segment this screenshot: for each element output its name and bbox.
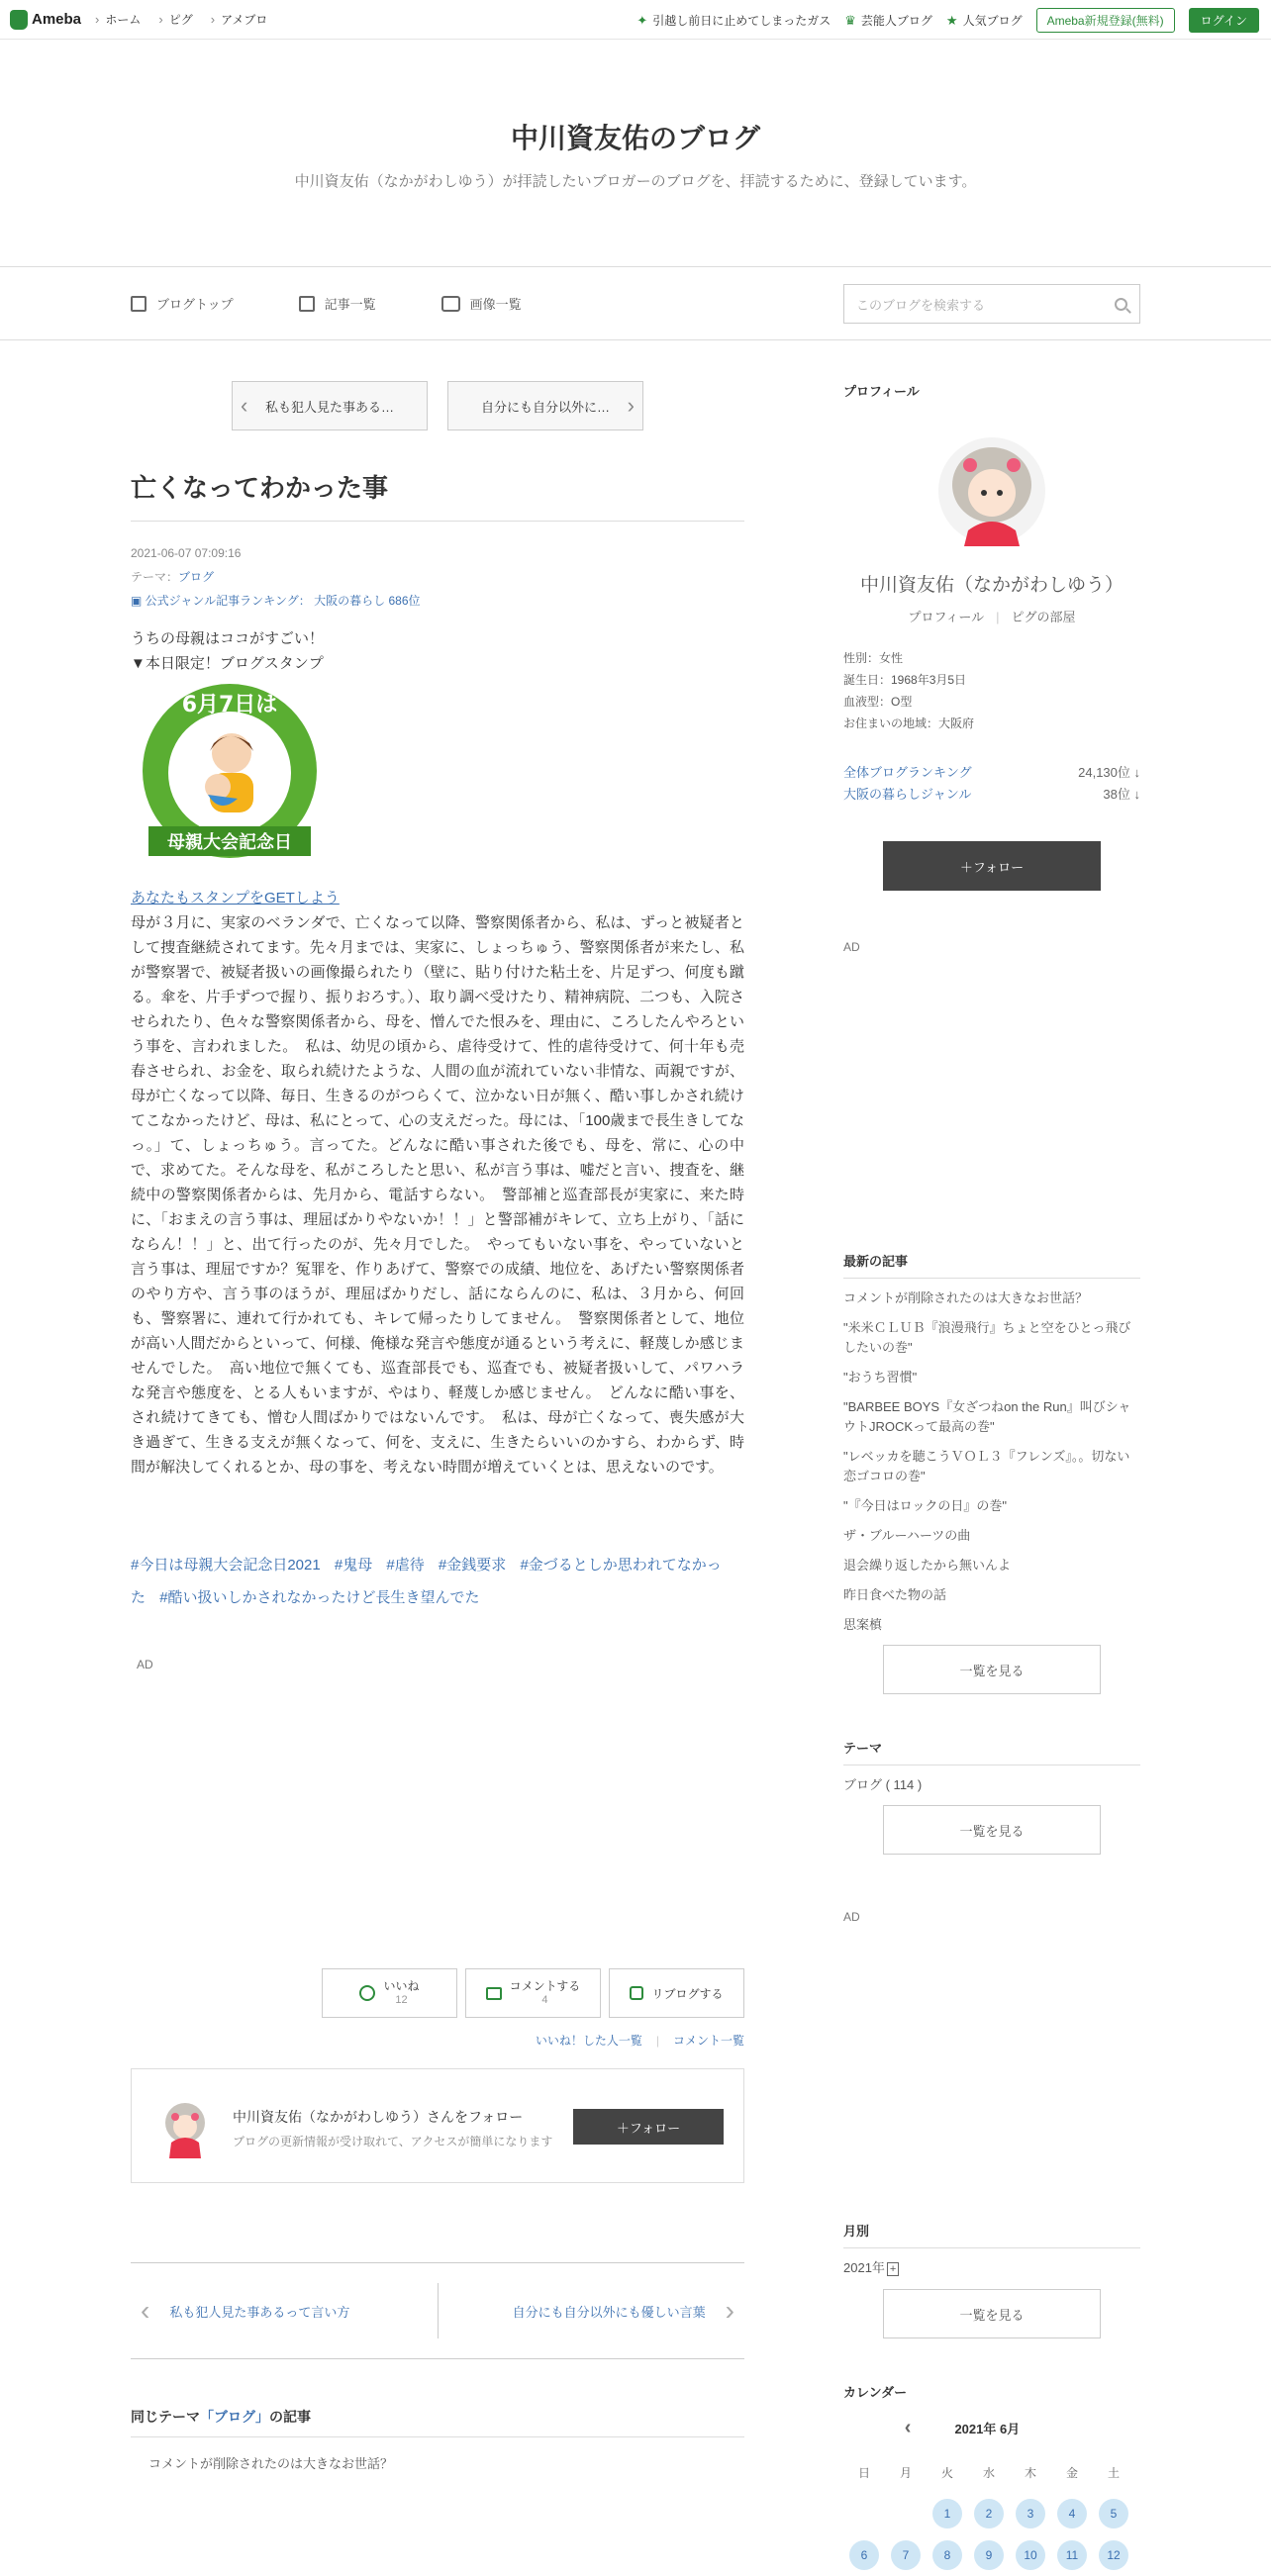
- camera-icon: [441, 296, 460, 312]
- prev-entry-button[interactable]: ‹ 私も犯人見た事ある…: [232, 381, 428, 430]
- follow-button[interactable]: ＋フォロー: [573, 2109, 724, 2145]
- theme-item-link[interactable]: ブログ ( 114 ): [843, 1777, 923, 1792]
- recent-entry-link[interactable]: "米米ＣＬＵＢ『浪漫飛行』ちょと空をひとっ飛びしたいの巻": [843, 1320, 1131, 1355]
- calendar-day[interactable]: 7: [891, 2540, 921, 2570]
- blog-title[interactable]: 中川資友佑のブログ: [510, 123, 760, 153]
- calendar-cell: [885, 2534, 927, 2576]
- ranking-genre-link[interactable]: 大阪の暮らし: [314, 594, 386, 608]
- comment-label: コメントする: [509, 1979, 581, 1993]
- recent-more-button[interactable]: 一覧を見る: [883, 1645, 1101, 1694]
- calendar-cell: [1093, 2493, 1134, 2534]
- hashtag[interactable]: #鬼母: [334, 1557, 373, 1574]
- theme-label: テーマ：: [131, 570, 179, 584]
- monthly-item-label: 2021年: [843, 2260, 885, 2275]
- register-button[interactable]: Ameba新規登録(無料): [1036, 8, 1175, 33]
- liked-users-link[interactable]: いいね！した人一覧: [535, 2034, 642, 2048]
- nav-image-list[interactable]: [441, 294, 522, 313]
- same-theme-link[interactable]: 「ブログ」: [200, 2409, 269, 2425]
- nav-ameblo[interactable]: › アメブロ: [211, 11, 268, 28]
- recent-entry-link[interactable]: "おうち習慣": [843, 1370, 918, 1384]
- ad-label: AD: [137, 1658, 153, 1671]
- entry-pager-bottom: [131, 2262, 744, 2359]
- theme-more-button[interactable]: 一覧を見る: [883, 1805, 1101, 1855]
- ranking-overall-link[interactable]: 全体ブログランキング: [843, 765, 972, 780]
- calendar-cell: [968, 2534, 1010, 2576]
- hashtag-list: [131, 1549, 744, 1614]
- reblog-button[interactable]: [609, 1968, 744, 2018]
- recent-entry-link[interactable]: "BARBEE BOYS『女ざつねon the Run』叫びシャウトJROCKって最高の巻": [843, 1399, 1131, 1434]
- entry-pager-top: [131, 381, 744, 430]
- document-icon: [131, 296, 147, 312]
- calendar-cell: [968, 2493, 1010, 2534]
- sidebar-ad-label: AD: [843, 940, 860, 954]
- login-button[interactable]: ログイン: [1189, 8, 1259, 33]
- calendar-day[interactable]: 3: [1016, 2499, 1045, 2528]
- same-theme-item[interactable]: コメントが削除されたのは大きなお世話？: [148, 2456, 394, 2471]
- comment-count: 4: [541, 1994, 548, 2006]
- ranking-label: 公式ジャンル記事ランキング：: [145, 594, 311, 608]
- follow-name: 中川資友佑（なかがわしゆう）さんをフォロー: [233, 2109, 524, 2125]
- logo-text: Ameba: [32, 11, 82, 28]
- reblog-label: リブログする: [651, 1986, 724, 2001]
- like-label: いいね: [383, 1979, 420, 1993]
- hashtag[interactable]: #虐待: [386, 1557, 425, 1574]
- copy-icon: [299, 296, 315, 312]
- next-entry-button[interactable]: 自分にも自分以外に… ›: [447, 381, 643, 430]
- calendar: [843, 2417, 1140, 2576]
- calendar-cell: [1051, 2534, 1093, 2576]
- comment-button[interactable]: [465, 1968, 601, 2018]
- theme-link[interactable]: ブログ: [178, 570, 215, 584]
- recent-entry-link[interactable]: "レベッカを聴こうＶＯＬ３『フレンズ』。。切ない恋ゴコロの巻": [843, 1449, 1130, 1483]
- profile-region: お住まいの地域：大阪府: [843, 716, 975, 730]
- profile-link[interactable]: プロフィール: [908, 610, 985, 624]
- action-links: [131, 2032, 744, 2049]
- entry-ranking: [131, 589, 744, 613]
- like-button[interactable]: [322, 1968, 457, 2018]
- ranking-genre-value: 38位 ↓: [1103, 787, 1140, 802]
- blog-search-input[interactable]: [843, 284, 1140, 324]
- sidebar-follow-button[interactable]: ＋フォロー: [883, 841, 1101, 891]
- profile-avatar[interactable]: [932, 435, 1051, 546]
- nav-article-list-label: 記事一覧: [324, 297, 376, 312]
- hashtag[interactable]: #金づるとしか思われてなかった: [131, 1557, 722, 1606]
- smile-icon: [359, 1985, 375, 2001]
- stamp-name-text: 母親大会記念日: [167, 832, 292, 853]
- calendar-day[interactable]: 2: [974, 2499, 1004, 2528]
- hashtag[interactable]: #酷い扱いしかされなかったけど長生き望んでた: [159, 1589, 480, 1606]
- topic-link[interactable]: [636, 12, 831, 29]
- ameba-logo[interactable]: [10, 10, 81, 30]
- profile-blood-type: 血液型：O型: [843, 695, 913, 709]
- ranking-row: [843, 762, 1140, 784]
- weekday: 土: [1107, 2465, 1120, 2480]
- popular-blog-label: 人気ブログ: [962, 14, 1023, 28]
- calendar-day[interactable]: 8: [932, 2540, 962, 2570]
- weekday: 火: [940, 2465, 953, 2480]
- entry-date: 2021-06-07 07:09:16: [131, 546, 242, 560]
- comment-icon: [486, 1987, 502, 2000]
- calendar-empty-cell: [885, 2493, 927, 2534]
- calendar-day[interactable]: 1: [932, 2499, 962, 2528]
- recent-entries-section: [843, 1251, 1140, 1694]
- follow-box: [131, 2068, 744, 2183]
- expand-plus-icon[interactable]: +: [887, 2262, 899, 2276]
- recent-entry-link[interactable]: ザ・ブルーハーツの曲: [843, 1528, 971, 1543]
- calendar-day[interactable]: 6: [849, 2540, 879, 2570]
- theme-section: [843, 1738, 1140, 1855]
- calendar-day[interactable]: 11: [1057, 2540, 1087, 2570]
- same-theme-suffix: の記事: [269, 2409, 311, 2425]
- profile-info: [843, 647, 1140, 734]
- sidebar-ad-label-2: AD: [843, 1910, 860, 1924]
- prev-entry-label: 私も犯人見た事あるって言い方: [169, 2304, 350, 2320]
- same-theme-heading: [131, 2407, 744, 2437]
- calendar-cell: [843, 2534, 885, 2576]
- chevron-right-icon: ›: [725, 2295, 734, 2326]
- ranking-value: 686位: [388, 594, 421, 608]
- topic-link-label: 引越し前日に止めてしまったガス: [652, 14, 831, 28]
- nav-blog-top-label: ブログトップ: [156, 297, 234, 312]
- recent-entries-list: [843, 1288, 1140, 1635]
- monthly-item[interactable]: [843, 2258, 1140, 2279]
- blog-stamp-image[interactable]: [131, 682, 329, 870]
- reblog-icon: [630, 1986, 643, 2000]
- entry-body: [131, 626, 744, 1479]
- ranking-genre-link[interactable]: 大阪の暮らしジャンル: [843, 787, 972, 802]
- intro-line-1: うちの母親はココがすごい！: [131, 630, 325, 647]
- hashtag[interactable]: #今日は母親大会記念日2021: [131, 1557, 321, 1574]
- header-right: [636, 8, 1259, 33]
- calendar-cell: [1051, 2493, 1093, 2534]
- like-count: 12: [395, 1994, 408, 2006]
- next-entry-link[interactable]: [439, 2295, 745, 2327]
- stamp-date-text: 6月7日は: [181, 693, 278, 717]
- prev-entry-link[interactable]: [131, 2283, 439, 2338]
- calendar-day[interactable]: 9: [974, 2540, 1004, 2570]
- calendar-prev-icon[interactable]: ‹: [904, 2417, 912, 2438]
- ranking-overall-value: 24,130位 ↓: [1078, 765, 1140, 780]
- ranking-icon: ▣: [131, 594, 146, 608]
- entry-paragraph: 母が３月に、実家のベランダで、亡くなって以降、警察関係者から、私は、ずっと被疑者として捜査継続されてます。先々月までは、実家に、しょっちゅう、警察関係者が来たし、私が警察署で、被疑者扱いの画像撮られたり（壁に、貼り付けた粘土を、片足ずつ、何度も蹴る。傘を、片手ずつで握り、振りおろす。）、取り調べ受けたり、精神病院、二つも、入院させられたり、色々な警察関係者から、母を、憎んでた恨みを、理由に、ころしたんやろという事を、言われました。 私は、幼児の頃から、虐待受けて、性的虐待受けて、何十年も売春させられ、お金を、取られ続けたような、人間の血が流れていない非情な、両親ですが、母が亡くなって以降、毎日、生きるのがつらくて、泣かない日が無く、酷い事しかされ続けてこなかったけど、母は、私にとって、心の支えだった。母には、「100歳まで長生きしてなっ。」て、しょっちゅう。言ってた。どんなに酷い事された後でも、母を、常に、心の中で、求めてた。そんな母を、私がころしたと思い、私が言う事は、嘘だと言い、捜査を、継続中の警察関係者からは、先月から、電話すらない。 警部補と巡査部長が実家に、来た時に、「おまえの言う事は、理屈ばかりやないか！！」と警部補がキレて、立ち上がり、「話にならん！！」と、出て行ったのが、先々月でした。 やってもいない事を、やっていないと言う事は、理屈ですか？冤罪を、作りあげて、警察での成績、地位を、あげたい警察関係者のやり方や、言う事のほうが、理屈ばかりだし、話にならんのに、私は、３月から、何回も、警察署に、連れて行かれても、キレて帰ったりしてません。 警察関係者として、地位が高い人間だからといって、何様、俺様な発言や態度が通るという考えに、軽蔑しか感じませんでした。 高い地位で無くても、巡査部長でも、巡査でも、被疑者扱いして、パワハラな発言や態度を、とる人もいますが、やはり、軽蔑しか感じません。 どんなに酷い事を、され続けてきても、憎む人間ばかりではないんです。 私は、母が亡くなって、喪失感が大き過ぎて、生きる支えが無くなって、何を、支えに、生きたらいいのかすら、わからず、時間が解決してくれるとか、母の事を、考えない時間が増えていくとは、思えないのです。: [131, 914, 744, 1476]
- ranking-row: [843, 784, 1140, 806]
- recent-entry-link[interactable]: "『今日はロックの日』の巻": [843, 1498, 1007, 1513]
- hashtag[interactable]: #金銭要求: [438, 1557, 507, 1574]
- calendar-header: [843, 2417, 1140, 2439]
- search-placeholder: このブログを検索する: [856, 297, 986, 313]
- separator: |: [996, 610, 1000, 624]
- calendar-cell: [927, 2493, 968, 2534]
- nav-home[interactable]: › ホーム: [95, 11, 141, 28]
- blog-header: [0, 40, 1271, 267]
- entry-actions: [131, 1968, 744, 2018]
- next-entry-label: 自分にも自分以外にも優しい言葉: [512, 2304, 706, 2320]
- calendar-heading: カレンダー: [843, 2385, 908, 2400]
- nav-blog-top[interactable]: [131, 294, 234, 313]
- recent-entry-link[interactable]: 思案槙: [843, 1617, 883, 1632]
- calendar-section: [843, 2382, 1140, 2576]
- entry-title: 亡くなってわかった事: [131, 468, 744, 522]
- entry-meta: [131, 541, 744, 613]
- blog-description: 中川資友佑（なかがわしゆう）が拝読したいブロガーのブログを、拝読するために、登録しています。: [294, 173, 977, 190]
- sidebar: [843, 381, 1140, 2576]
- profile-gender: 性別：女性: [843, 651, 904, 665]
- profile-heading: プロフィール: [843, 384, 920, 399]
- profile-links: [843, 607, 1140, 625]
- theme-heading: テーマ: [843, 1738, 1140, 1765]
- theme-list: [843, 1775, 1140, 1795]
- global-nav: [95, 11, 267, 28]
- crown-icon: ♛: [844, 12, 856, 28]
- weekday: 月: [899, 2465, 912, 2480]
- get-stamp-link[interactable]: あなたもスタンプをGETしよう: [131, 890, 340, 906]
- calendar-day[interactable]: 12: [1099, 2540, 1128, 2570]
- avatar[interactable]: [155, 2097, 215, 2158]
- recent-entry-link[interactable]: 退会繰り返したから無いんよ: [843, 1558, 1012, 1573]
- calendar-cell: [927, 2534, 968, 2576]
- calendar-cell: [1010, 2493, 1051, 2534]
- calendar-grid: [843, 2451, 1140, 2576]
- ranking-list: [843, 762, 1140, 806]
- celebrity-blog-label: 芸能人ブログ: [860, 14, 932, 28]
- chevron-left-icon: ‹: [141, 2295, 150, 2326]
- recent-entry-link[interactable]: 昨日食べた物の話: [843, 1587, 947, 1602]
- recent-entries-heading: 最新の記事: [843, 1251, 1140, 1279]
- monthly-list: [843, 2258, 1140, 2279]
- calendar-day[interactable]: 5: [1099, 2499, 1128, 2528]
- pigg-room-link[interactable]: ピグの部屋: [1011, 610, 1076, 624]
- profile-name: 中川資友佑（なかがわしゆう）: [859, 575, 1124, 596]
- recent-entry-link[interactable]: コメントが削除されたのは大きなお世話？: [843, 1290, 1089, 1305]
- celebrity-blog-link[interactable]: [844, 12, 932, 29]
- nav-article-list[interactable]: [299, 294, 376, 313]
- nav-image-list-label: 画像一覧: [469, 297, 522, 312]
- calendar-day[interactable]: 10: [1016, 2540, 1045, 2570]
- monthly-heading: 月別: [843, 2221, 1140, 2248]
- profile-birthday: 誕生日：1968年3月5日: [843, 673, 967, 687]
- blog-nav: [0, 267, 1271, 340]
- popular-blog-link[interactable]: [946, 12, 1023, 29]
- main-column: [131, 381, 744, 2472]
- global-header: [0, 0, 1271, 40]
- calendar-month: 2021年 6月: [954, 2422, 1021, 2436]
- monthly-section: [843, 2221, 1140, 2338]
- calendar-cell: [1010, 2534, 1051, 2576]
- calendar-day[interactable]: 4: [1057, 2499, 1087, 2528]
- same-theme-prefix: 同じテーマ: [131, 2409, 200, 2425]
- sparkle-icon: ✦: [636, 12, 648, 28]
- ameba-logo-icon: [10, 10, 28, 30]
- separator: |: [655, 2034, 659, 2048]
- weekday: 日: [857, 2465, 870, 2480]
- follow-description: ブログの更新情報が受け取れて、アクセスが簡単になります: [233, 2135, 553, 2148]
- search-icon[interactable]: [1115, 298, 1127, 311]
- nav-pigg[interactable]: › ピグ: [158, 11, 192, 28]
- star-icon: ★: [945, 12, 958, 28]
- calendar-empty-cell: [843, 2493, 885, 2534]
- calendar-cell: [1093, 2534, 1134, 2576]
- entry-theme: [131, 565, 744, 589]
- comment-list-link[interactable]: コメント一覧: [672, 2034, 744, 2048]
- monthly-more-button[interactable]: 一覧を見る: [883, 2289, 1101, 2338]
- weekday: 木: [1024, 2465, 1036, 2480]
- weekday: 金: [1065, 2465, 1078, 2480]
- intro-line-2: ▼本日限定！ブログスタンプ: [131, 655, 324, 672]
- weekday: 水: [982, 2465, 995, 2480]
